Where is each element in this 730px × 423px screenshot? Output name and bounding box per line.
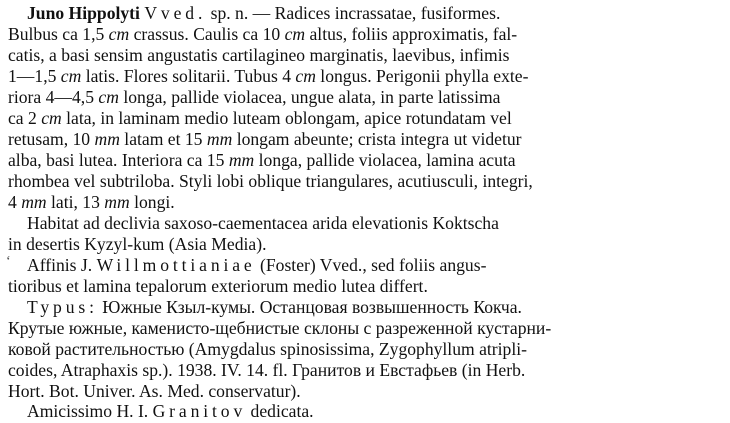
text-seg: Affinis J. xyxy=(27,255,97,275)
text-seg: riora 4—4,5 xyxy=(8,87,99,107)
text-seg: Amicissimo H. I. xyxy=(27,401,153,421)
text-seg: 1—1,5 xyxy=(8,66,61,86)
diagnosis-line-6 xyxy=(8,108,720,129)
text-seg: alba, basi lutea. Interiora ca 15 xyxy=(8,150,229,170)
diagnosis-line-7 xyxy=(8,129,720,150)
diagnosis-line-1 xyxy=(27,3,720,24)
text-seg: ca 2 xyxy=(8,108,42,128)
unit: mm xyxy=(228,150,255,170)
diagnosis-line-9: rhombea vel subtriloba. Styli lobi oblique triangulares, acutiusculi, integri, xyxy=(8,171,533,191)
diagnosis-text: sp. n. — Radices incrassatae, fusiformes. xyxy=(206,3,501,23)
unit: mm xyxy=(104,192,130,212)
diagnosis-line-3: catis, a basi sensim angustatis cartilagineo marginatis, laevibus, infimis xyxy=(8,45,510,65)
typus-line-1 xyxy=(27,297,720,318)
spaced-name: Granitov xyxy=(152,401,247,421)
typus-label: Typus: xyxy=(27,297,98,317)
typus-line-4: coides, Atraphaxis sp.). 1938. IV. 14. fl. Гранитов и Евстафьев (in Herb. xyxy=(8,360,526,380)
margin-mark: ‘ xyxy=(6,254,11,269)
habitat-line-2: in desertis Kyzyl-kum (Asia Media). xyxy=(8,234,267,254)
unit: mm xyxy=(206,129,233,149)
unit: mm xyxy=(21,192,47,212)
habitat-line-1: Habitat ad declivia saxoso-caementacea arida elevationis Koktscha xyxy=(27,213,499,233)
text-seg: dedicata. xyxy=(246,401,314,421)
text-seg: lata, in laminam medio luteam oblongam, apice rotundatam vel xyxy=(61,108,512,128)
text-seg: longa, pallide violacea, lamina acuta xyxy=(254,150,516,170)
text-seg: latis. Flores solitarii. Tubus 4 xyxy=(81,66,296,86)
text-seg: (Foster) Vved., sed foliis angus- xyxy=(255,255,487,275)
unit: cm xyxy=(98,87,119,107)
spaced-name: Willmottianiae xyxy=(96,255,256,275)
typus-line-2: Крутые южные, каменисто-щебнистые склоны с разреженной кустарни- xyxy=(8,318,552,338)
typus-line-5: Hort. Bot. Univer. As. Med. conservatur). xyxy=(8,381,301,401)
species-name: Juno Hippolyti xyxy=(27,3,140,23)
dedication-line xyxy=(27,401,720,422)
text-seg: Bulbus ca 1,5 xyxy=(8,24,109,44)
text-seg: longus. Perigonii phylla exte- xyxy=(315,66,529,86)
diagnosis-line-5 xyxy=(8,87,720,108)
text-seg: longam abeunte; crista integra ut videtur xyxy=(232,129,522,149)
affinis-line-2: tioribus et lamina tepalorum exteriorum medio lutea differt. xyxy=(8,276,428,296)
unit: mm xyxy=(94,129,120,149)
typus-line-3: ковой растительностью (Amygdalus spinosissima, Zygophyllum atripli- xyxy=(8,339,527,359)
diagnosis-line-4 xyxy=(8,66,720,87)
unit: cm xyxy=(108,24,130,44)
text-seg: longi. xyxy=(129,192,175,212)
affinis-line-1 xyxy=(27,255,720,276)
unit: cm xyxy=(41,108,62,128)
author-name: Vved. xyxy=(144,3,207,23)
text-seg: Южные Кзыл-кумы. Останцовая возвышенность Кокча. xyxy=(97,297,522,317)
text-seg: 4 xyxy=(8,192,22,212)
text-seg: lati, 13 xyxy=(46,192,105,212)
unit: cm xyxy=(60,66,82,86)
diagnosis-line-2 xyxy=(8,24,720,45)
diagnosis-line-10 xyxy=(8,192,720,213)
diagnosis-line-8 xyxy=(8,150,720,171)
text-seg: latam et 15 xyxy=(119,129,207,149)
unit: cm xyxy=(295,66,316,86)
text-seg: crassus. Caulis ca 10 xyxy=(129,24,285,44)
text-seg: altus, foliis approximatis, fal- xyxy=(305,24,518,44)
text-seg: retusam, 10 xyxy=(8,129,95,149)
unit: cm xyxy=(284,24,306,44)
text-seg: longa, pallide violacea, ungue alata, in parte latissima xyxy=(118,87,501,107)
